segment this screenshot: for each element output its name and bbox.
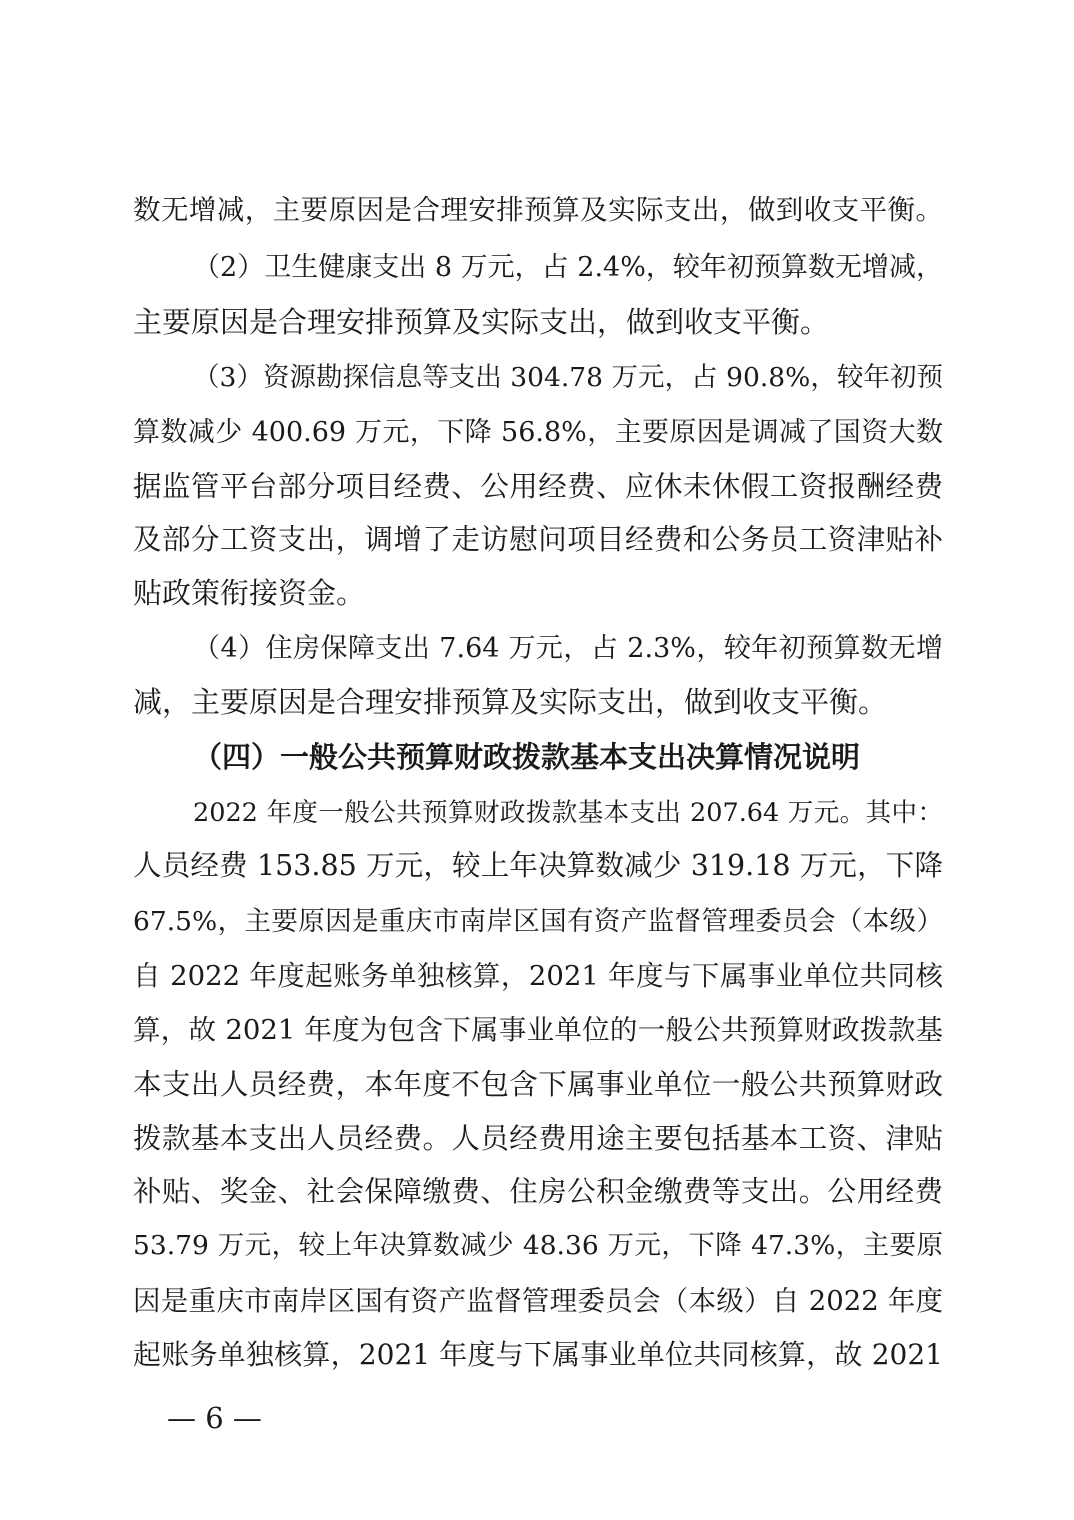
section-heading: （四）一般公共预算财政拨款基本支出决算情况说明 — [193, 740, 861, 774]
text-line-12: 2022 年度一般公共预算财政拨款基本支出 207.64 万元。其中： — [193, 798, 943, 828]
text-line-9: （4）住房保障支出 7.64 万元，占 2.3%，较年初预算数无增 — [193, 633, 943, 664]
text-line-10: 减，主要原因是合理安排预算及实际支出，做到收支平衡。 — [133, 685, 888, 719]
text-line-15: 自 2022 年度起账务单独核算，2021 年度与下属事业单位共同核 — [133, 960, 943, 992]
text-line-22: 起账务单独核算，2021 年度与下属事业单位共同核算，故 2021 — [133, 1338, 943, 1371]
text-line-5: 算数减少 400.69 万元，下降 56.8%，主要原因是调减了国资大数 — [133, 417, 943, 448]
text-line-8: 贴政策衔接资金。 — [133, 576, 366, 610]
text-line-20: 53.79 万元，较上年决算数减少 48.36 万元，下降 47.3%，主要原 — [133, 1230, 943, 1261]
text-line-21: 因是重庆市南岸区国有资产监督管理委员会（本级）自 2022 年度 — [133, 1285, 943, 1317]
text-line-2: （2）卫生健康支出 8 万元，占 2.4%，较年初预算数无增减， — [193, 252, 943, 283]
text-line-14: 67.5%，主要原因是重庆市南岸区国有资产监督管理委员会（本级） — [133, 906, 943, 937]
page-number: — 6 — — [167, 1401, 262, 1435]
text-line-4: （3）资源勘探信息等支出 304.78 万元，占 90.8%，较年初预 — [193, 362, 943, 393]
text-line-6: 据监管平台部分项目经费、公用经费、应休未休假工资报酬经费 — [133, 470, 943, 503]
text-line-16: 算，故 2021 年度为包含下属事业单位的一般公共预算财政拨款基 — [133, 1014, 943, 1046]
text-line-1: 数无增减，主要原因是合理安排预算及实际支出，做到收支平衡。 — [133, 194, 943, 226]
text-line-18: 拨款基本支出人员经费。人员经费用途主要包括基本工资、津贴 — [133, 1122, 943, 1155]
text-line-3: 主要原因是合理安排预算及实际支出，做到收支平衡。 — [133, 305, 830, 339]
text-line-13: 人员经费 153.85 万元，较上年决算数减少 319.18 万元，下降 — [133, 849, 943, 882]
text-line-17: 本支出人员经费，本年度不包含下属事业单位一般公共预算财政 — [133, 1068, 943, 1101]
text-line-7: 及部分工资支出，调增了走访慰问项目经费和公务员工资津贴补 — [133, 523, 943, 556]
text-line-19: 补贴、奖金、社会保障缴费、住房公积金缴费等支出。公用经费 — [133, 1175, 943, 1208]
